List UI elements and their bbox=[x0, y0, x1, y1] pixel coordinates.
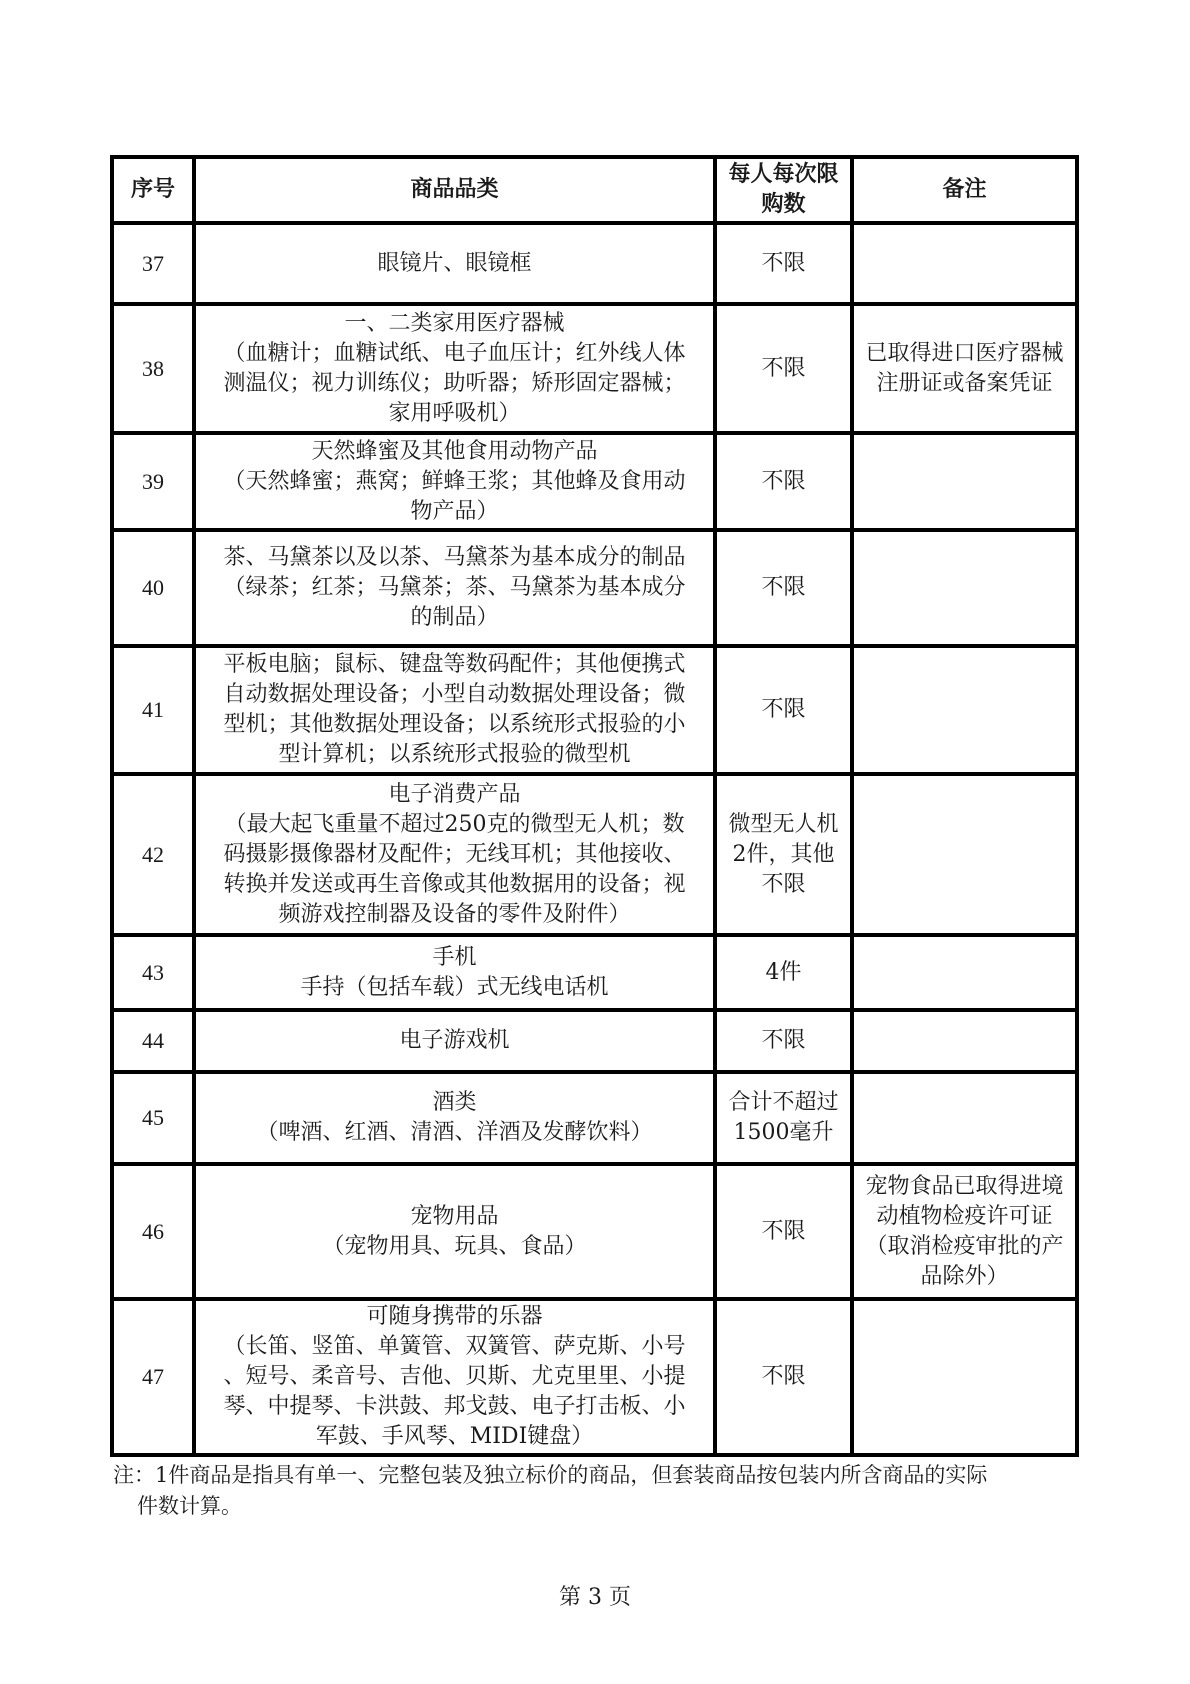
category-line: 平板电脑；鼠标、键盘等数码配件；其他便携式 bbox=[223, 652, 686, 677]
cell-limit bbox=[715, 1072, 852, 1164]
category-line: （血糖计；血糖试纸、电子血压计；红外线人体 bbox=[223, 340, 686, 366]
header-category: 商品品类 bbox=[194, 157, 715, 223]
cell-remark bbox=[852, 1164, 1077, 1299]
category-line: 自动数据处理设备；小型自动数据处理设备；微 bbox=[223, 682, 686, 707]
cell-remark bbox=[852, 1010, 1077, 1072]
category-line: （天然蜂蜜；燕窝；鲜蜂王浆；其他蜂及食用动 bbox=[223, 468, 686, 494]
category-line: 手机 bbox=[432, 944, 477, 970]
category-line: （长笛、竖笛、单簧管、双簧管、萨克斯、小号 bbox=[223, 1334, 686, 1359]
limit-line: 不限 bbox=[761, 355, 806, 381]
limit-line: 1500毫升 bbox=[733, 1120, 834, 1145]
cell-category bbox=[194, 1010, 715, 1072]
category-line: （宠物用具、玩具、食品） bbox=[322, 1233, 587, 1259]
cell-category bbox=[194, 530, 715, 646]
limit-line: 2件，其他 bbox=[732, 841, 835, 867]
category-line: 频游戏控制器及设备的零件及附件） bbox=[278, 901, 631, 927]
table-header-row bbox=[112, 157, 1077, 223]
cell-remark bbox=[852, 1072, 1077, 1164]
category-line: 转换并发送或再生音像或其他数据用的设备；视 bbox=[223, 871, 686, 897]
limit-line: 不限 bbox=[761, 1218, 806, 1244]
cell-seq: 46 bbox=[112, 1164, 194, 1299]
cell-remark bbox=[852, 433, 1077, 530]
limit-line: 不限 bbox=[761, 1364, 806, 1389]
cell-category bbox=[194, 1164, 715, 1299]
cell-limit bbox=[715, 530, 852, 646]
limit-line: 不限 bbox=[761, 468, 806, 494]
category-line: 酒类 bbox=[432, 1090, 477, 1115]
cell-category bbox=[194, 646, 715, 774]
table-row bbox=[112, 646, 1077, 774]
table-row bbox=[112, 935, 1077, 1010]
cell-limit bbox=[715, 433, 852, 530]
page-number: 第 3 页 bbox=[559, 1585, 631, 1610]
table-row bbox=[112, 1299, 1077, 1455]
category-line: 码摄影摄像器材及配件；无线耳机；其他接收、 bbox=[223, 841, 686, 867]
goods-limit-table bbox=[110, 155, 1079, 1457]
cell-limit bbox=[715, 1010, 852, 1072]
limit-line: 合计不超过 bbox=[728, 1090, 839, 1115]
category-line: 型计算机；以系统形式报验的微型机 bbox=[278, 742, 631, 767]
cell-limit bbox=[715, 1164, 852, 1299]
table-row bbox=[112, 1010, 1077, 1072]
category-line: 型机；其他数据处理设备；以系统形式报验的小 bbox=[223, 712, 686, 737]
category-line: 家用呼吸机） bbox=[388, 400, 521, 426]
category-line: （最大起飞重量不超过250克的微型无人机；数 bbox=[224, 811, 685, 837]
cell-remark bbox=[852, 530, 1077, 646]
cell-limit bbox=[715, 774, 852, 935]
remark-line: 宠物食品已取得进境 bbox=[865, 1173, 1064, 1199]
remark-line: （取消检疫审批的产 bbox=[865, 1233, 1064, 1259]
cell-category bbox=[194, 1072, 715, 1164]
table-row bbox=[112, 530, 1077, 646]
cell-category bbox=[194, 935, 715, 1010]
cell-remark bbox=[852, 1299, 1077, 1455]
cell-seq: 39 bbox=[112, 433, 194, 530]
cell-limit bbox=[715, 1299, 852, 1455]
cell-remark bbox=[852, 774, 1077, 935]
remark-line: 已取得进口医疗器械 bbox=[865, 340, 1064, 366]
limit-line: 微型无人机 bbox=[728, 811, 839, 837]
limit-line: 不限 bbox=[761, 871, 806, 897]
cell-seq: 38 bbox=[112, 304, 194, 433]
category-line: 军鼓、手风琴、MIDI键盘） bbox=[315, 1424, 594, 1449]
category-line: （啤酒、红酒、清酒、洋酒及发酵饮料） bbox=[256, 1120, 653, 1145]
cell-seq: 45 bbox=[112, 1072, 194, 1164]
category-line: 物产品） bbox=[410, 498, 499, 524]
cell-category bbox=[194, 304, 715, 433]
cell-remark bbox=[852, 223, 1077, 304]
cell-category bbox=[194, 433, 715, 530]
cell-category bbox=[194, 774, 715, 935]
category-line: 、短号、柔音号、吉他、贝斯、尤克里里、小提 bbox=[223, 1364, 686, 1389]
remark-line: 品除外） bbox=[920, 1263, 1009, 1289]
limit-line: 不限 bbox=[761, 250, 806, 276]
category-line: 一、二类家用医疗器械 bbox=[344, 310, 565, 336]
cell-seq: 41 bbox=[112, 646, 194, 774]
cell-remark bbox=[852, 935, 1077, 1010]
category-line: 天然蜂蜜及其他食用动物产品 bbox=[311, 438, 598, 464]
remark-line: 动植物检疫许可证 bbox=[876, 1203, 1053, 1229]
cell-limit bbox=[715, 304, 852, 433]
header-seq: 序号 bbox=[112, 157, 194, 223]
limit-line: 不限 bbox=[761, 575, 806, 600]
cell-limit bbox=[715, 223, 852, 304]
header-limit-line1: 每人每次限 bbox=[728, 162, 839, 187]
table-row bbox=[112, 774, 1077, 935]
category-line: 眼镜片、眼镜框 bbox=[377, 250, 532, 276]
footnote bbox=[113, 1460, 1073, 1522]
cell-limit bbox=[715, 935, 852, 1010]
category-line: （绿茶；红茶；马黛茶；茶、马黛茶为基本成分 bbox=[223, 575, 686, 600]
cell-category bbox=[194, 1299, 715, 1455]
cell-seq: 47 bbox=[112, 1299, 194, 1455]
category-line: 琴、中提琴、卡洪鼓、邦戈鼓、电子打击板、小 bbox=[223, 1394, 686, 1419]
category-line: 的制品） bbox=[410, 605, 499, 630]
table-body bbox=[112, 223, 1077, 1455]
cell-limit bbox=[715, 646, 852, 774]
table-row bbox=[112, 433, 1077, 530]
limit-line: 不限 bbox=[761, 1028, 806, 1053]
category-line: 测温仪；视力训练仪；助听器；矫形固定器械； bbox=[223, 370, 686, 396]
limit-line: 4件 bbox=[765, 959, 802, 985]
footnote-line2: 件数计算。 bbox=[137, 1494, 242, 1518]
cell-category bbox=[194, 223, 715, 304]
category-line: 电子消费产品 bbox=[388, 781, 521, 807]
cell-seq: 43 bbox=[112, 935, 194, 1010]
category-line: 电子游戏机 bbox=[399, 1028, 510, 1053]
cell-seq: 40 bbox=[112, 530, 194, 646]
footnote-line1: 注：1件商品是指具有单一、完整包装及独立标价的商品，但套装商品按包装内所含商品的实际 bbox=[113, 1463, 988, 1487]
header-limit bbox=[715, 157, 852, 223]
table-row bbox=[112, 1164, 1077, 1299]
cell-seq: 37 bbox=[112, 223, 194, 304]
header-limit-line2: 购数 bbox=[761, 192, 806, 217]
category-line: 手持（包括车载）式无线电话机 bbox=[300, 974, 609, 1000]
cell-seq: 42 bbox=[112, 774, 194, 935]
remark-line: 注册证或备案凭证 bbox=[876, 370, 1053, 396]
category-line: 可随身携带的乐器 bbox=[366, 1304, 543, 1329]
category-line: 宠物用品 bbox=[410, 1203, 499, 1229]
cell-seq: 44 bbox=[112, 1010, 194, 1072]
limit-line: 不限 bbox=[761, 697, 806, 722]
header-remark: 备注 bbox=[852, 157, 1077, 223]
table-row bbox=[112, 223, 1077, 304]
table-row bbox=[112, 304, 1077, 433]
table-row bbox=[112, 1072, 1077, 1164]
category-line: 茶、马黛茶以及以茶、马黛茶为基本成分的制品 bbox=[223, 545, 686, 570]
cell-remark bbox=[852, 304, 1077, 433]
cell-remark bbox=[852, 646, 1077, 774]
